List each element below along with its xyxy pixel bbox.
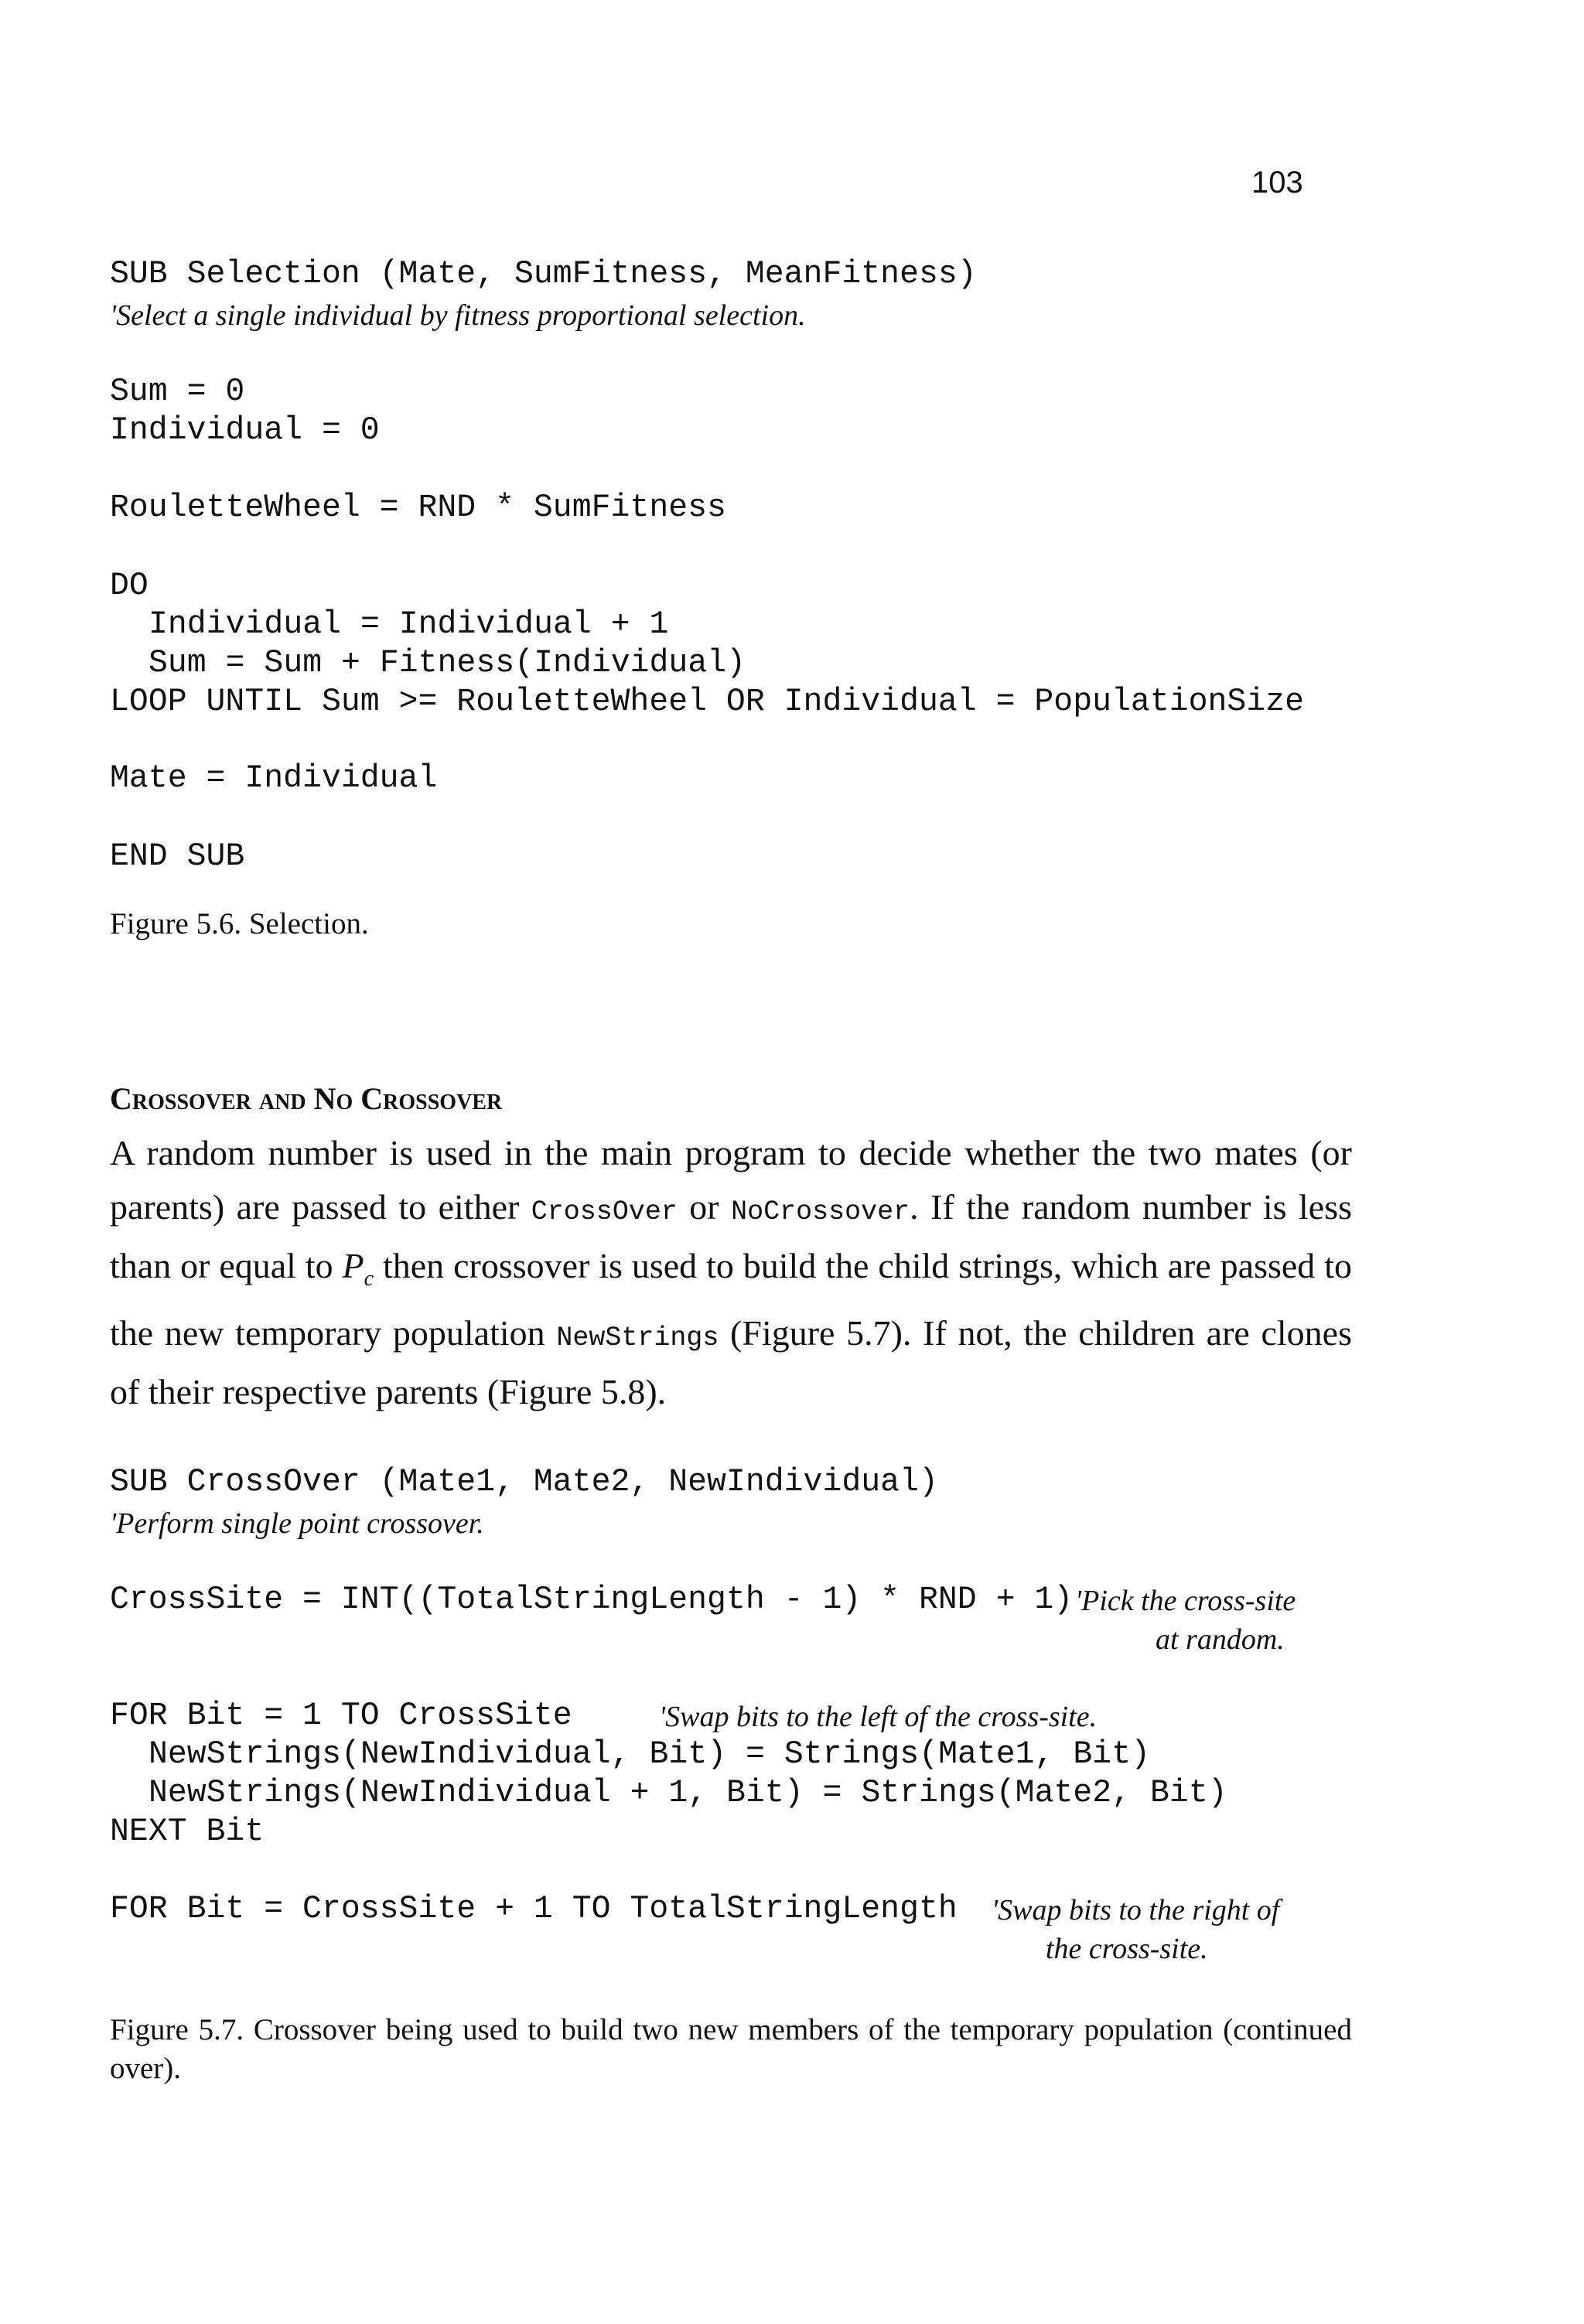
paragraph-text: . If the random number is less than or equal to: [110, 1187, 1353, 1285]
code-comment: at random.: [1156, 1623, 1285, 1656]
inline-code: NoCrossover: [731, 1196, 910, 1227]
code-line: Individual = Individual + 1: [148, 606, 669, 643]
code-comment: 'Perform single point crossover.: [110, 1507, 484, 1540]
code-line: LOOP UNTIL Sum >= RouletteWheel OR Individual = PopulationSize: [110, 684, 1305, 720]
code-line: FOR Bit = 1 TO CrossSite: [110, 1698, 572, 1734]
code-comment: 'Pick the cross-site: [1075, 1585, 1296, 1617]
code-comment: 'Swap bits to the right of: [992, 1894, 1280, 1926]
paragraph-text: A random number is used in the main program to decide whether the two mates (or parents) are passed to either: [110, 1133, 1352, 1227]
paragraph-text: (Figure 5.7). If not, the children are clones of their respective parents (Figure 5.8).: [110, 1313, 1353, 1412]
math-symbol-base: P: [342, 1246, 364, 1285]
code-line-sub-header: SUB Selection (Mate, SumFitness, MeanFitness): [110, 256, 977, 292]
inline-code: CrossOver: [531, 1196, 678, 1227]
body-paragraph: [110, 1126, 1352, 1419]
code-line: END SUB: [110, 838, 245, 875]
code-comment: 'Swap bits to the left of the cross-site.: [659, 1701, 1098, 1733]
code-line: NewStrings(NewIndividual + 1, Bit) = Strings(Mate2, Bit): [148, 1775, 1227, 1811]
figure-caption: Figure 5.6. Selection.: [110, 907, 369, 940]
code-line: Individual = 0: [110, 412, 380, 449]
figure-caption: Figure 5.7. Crossover being used to build two new members of the temporary population (continued over).: [110, 2013, 1352, 2085]
paragraph-text: or: [677, 1187, 732, 1227]
code-line-sub-header: SUB CrossOver (Mate1, Mate2, NewIndividual): [110, 1464, 938, 1500]
page-number: 103: [1251, 166, 1303, 200]
math-symbol: [342, 1246, 374, 1292]
paragraph-text: then crossover is used to build the child strings, which are passed to the new temporary population: [110, 1246, 1352, 1353]
code-line: CrossSite = INT((TotalStringLength - 1) * RND + 1): [110, 1582, 1074, 1618]
code-line: DO: [110, 568, 148, 604]
code-line: Sum = 0: [110, 374, 245, 410]
code-line: Mate = Individual: [110, 760, 438, 797]
code-line: Sum = Sum + Fitness(Individual): [148, 645, 746, 681]
code-comment: the cross-site.: [1046, 1933, 1208, 1965]
math-symbol-subscript: c: [364, 1267, 374, 1292]
code-line: NEXT Bit: [110, 1814, 265, 1850]
code-comment: 'Select a single individual by fitness proportional selection.: [110, 299, 806, 332]
inline-code: NewStrings: [556, 1322, 719, 1354]
code-line: FOR Bit = CrossSite + 1 TO TotalStringLength: [110, 1891, 958, 1927]
code-line: NewStrings(NewIndividual, Bit) = Strings(Mate1, Bit): [148, 1736, 1151, 1773]
code-line: RouletteWheel = RND * SumFitness: [110, 490, 726, 526]
section-heading: Crossover and No Crossover: [110, 1081, 503, 1116]
